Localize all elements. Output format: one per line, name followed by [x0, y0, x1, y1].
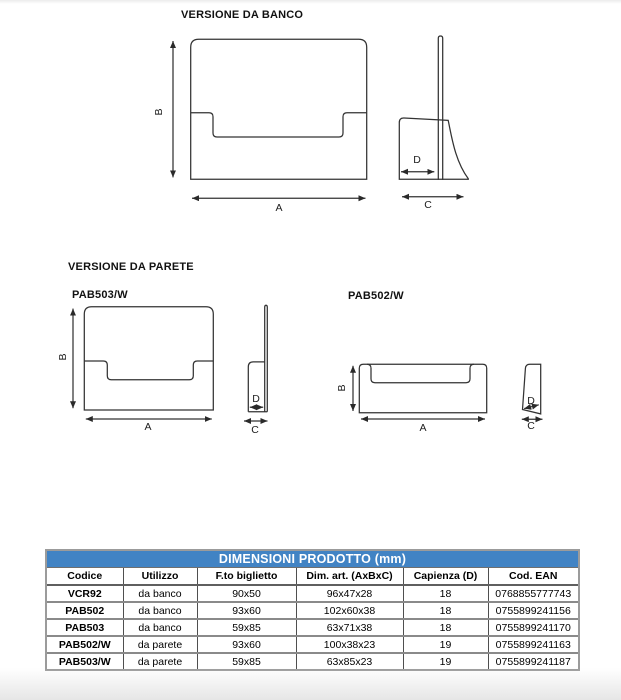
pab502w-front-outline	[359, 364, 486, 412]
banco-side-back-panel	[438, 36, 442, 180]
column-header-codice: Codice	[47, 568, 123, 585]
pab503w-dim-label-b: B	[56, 353, 69, 361]
cell-ean: 0755899241163	[488, 636, 578, 653]
cell-utilizzo: da parete	[123, 653, 197, 669]
cell-utilizzo: da banco	[123, 585, 197, 602]
cell-codice: PAB502/W	[47, 636, 123, 653]
cell-utilizzo: da parete	[123, 636, 197, 653]
cell-dimensioni: 102x60x38	[296, 602, 403, 619]
cell-capienza: 18	[403, 619, 488, 636]
column-header-ean: Cod. EAN	[488, 568, 578, 585]
pab502w-front-pocket	[367, 364, 474, 382]
cell-capienza: 18	[403, 602, 488, 619]
table-header-row	[47, 568, 578, 585]
cell-ean: 0768855777743	[488, 585, 578, 602]
pab502w-dim-label-c: C	[527, 420, 535, 432]
cell-formato: 90x50	[197, 585, 296, 602]
cell-dimensioni: 63x85x23	[296, 653, 403, 669]
cell-dimensioni: 96x47x28	[296, 585, 403, 602]
cell-codice: PAB503	[47, 619, 123, 636]
cell-capienza: 19	[403, 653, 488, 669]
pab503w-front-outline	[84, 307, 213, 410]
pab503w-side-back-panel	[265, 305, 268, 411]
cell-codice: VCR92	[47, 585, 123, 602]
cell-utilizzo: da banco	[123, 619, 197, 636]
pab502w-dim-label-a: A	[419, 422, 427, 434]
pab502w-dim-label-d: D	[527, 395, 535, 407]
table-title-bar: DIMENSIONI PRODOTTO (mm)	[47, 551, 578, 568]
column-header-capienza: Capienza (D)	[403, 568, 488, 585]
pab503w-front-pocket	[84, 361, 213, 380]
cell-formato: 59x85	[197, 619, 296, 636]
pab502w-dim-label-b: B	[335, 384, 348, 392]
banco-side-pocket	[399, 118, 468, 179]
cell-utilizzo: da banco	[123, 602, 197, 619]
cell-dimensioni: 100x38x23	[296, 636, 403, 653]
section-title-banco: VERSIONE DA BANCO	[181, 9, 304, 21]
cell-capienza: 18	[403, 585, 488, 602]
cell-ean: 0755899241156	[488, 602, 578, 619]
cell-ean: 0755899241170	[488, 619, 578, 636]
banco-dim-label-b: B	[152, 108, 165, 116]
table-row	[47, 636, 578, 653]
column-header-formato: F.to biglietto	[197, 568, 296, 585]
pab503w-dim-label-a: A	[144, 421, 152, 433]
section-title-parete: VERSIONE DA PARETE	[68, 261, 194, 273]
product-dimensions-table	[45, 549, 580, 671]
column-header-dimensioni: Dim. art. (AxBxC)	[296, 568, 403, 585]
table-row	[47, 602, 578, 619]
pab503w-dim-label-d: D	[252, 393, 260, 405]
pab503w-dim-label-c: C	[251, 424, 259, 436]
model-label-pab502w: PAB502/W	[348, 290, 404, 302]
table-row	[47, 619, 578, 636]
model-label-pab503w: PAB503/W	[72, 289, 128, 301]
cell-codice: PAB502	[47, 602, 123, 619]
banco-front-outline	[191, 39, 367, 179]
banco-dim-label-c: C	[424, 199, 432, 211]
cell-codice: PAB503/W	[47, 653, 123, 669]
cell-dimensioni: 63x71x38	[296, 619, 403, 636]
table-row	[47, 653, 578, 669]
cell-formato: 59x85	[197, 653, 296, 669]
column-header-utilizzo: Utilizzo	[123, 568, 197, 585]
banco-front-pocket	[191, 113, 367, 137]
banco-dim-label-a: A	[275, 202, 283, 214]
cell-capienza: 19	[403, 636, 488, 653]
page-bottom-shadow	[0, 668, 621, 700]
banco-dim-label-d: D	[413, 154, 421, 166]
cell-formato: 93x60	[197, 602, 296, 619]
table-row	[47, 585, 578, 602]
cell-formato: 93x60	[197, 636, 296, 653]
cell-ean: 0755899241187	[495, 655, 571, 668]
